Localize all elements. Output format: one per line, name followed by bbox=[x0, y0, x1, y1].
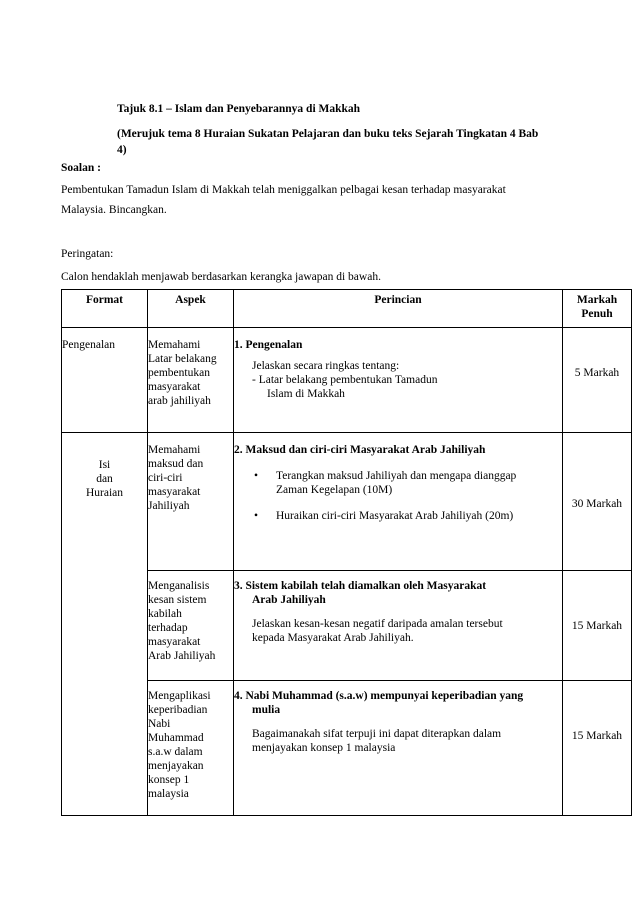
mark-cell: 5 Markah bbox=[563, 328, 632, 433]
header-format: Format bbox=[62, 290, 148, 328]
mark-cell: 15 Markah bbox=[563, 571, 632, 681]
aspek-cell: Menganalisis kesan sistem kabilah terhadap masyarakat Arab Jahiliyah bbox=[148, 571, 234, 681]
perincian-cell: 3. Sistem kabilah telah diamalkan oleh Masyarakat Arab Jahiliyah Jelaskan kesan-kesan negatif daripada amalan tersebut kepada Masyarakat Arab Jahiliyah. bbox=[234, 571, 563, 681]
aspek-cell: Memahami Latar belakang pembentukan masyarakat arab jahiliyah bbox=[148, 328, 234, 433]
section-heading: 1. Pengenalan bbox=[234, 339, 303, 351]
header-markah: Markah Penuh bbox=[563, 290, 632, 328]
format-cell: Isi dan Huraian bbox=[62, 433, 148, 816]
section-heading: 2. Maksud dan ciri-ciri Masyarakat Arab Jahiliyah bbox=[234, 444, 486, 456]
table-row bbox=[62, 433, 632, 571]
warning-label: Peringatan: bbox=[61, 248, 114, 260]
perincian-cell: 4. Nabi Muhammad (s.a.w) mempunyai keperibadian yang mulia Bagaimanakah sifat terpuji ini dapat diterapkan dalam menjayakan konsep 1 malaysia bbox=[234, 681, 563, 816]
table-row bbox=[62, 681, 632, 816]
question-label: Soalan : bbox=[61, 162, 101, 174]
aspek-cell: Mengaplikasi keperibadian Nabi Muhammad s.a.w dalam menjayakan konsep 1 malaysia bbox=[148, 681, 234, 816]
section-heading: 3. Sistem kabilah telah diamalkan oleh Masyarakat bbox=[234, 580, 487, 592]
table-row bbox=[62, 571, 632, 681]
warning-text: Calon hendaklah menjawab berdasarkan kerangka jawapan di bawah. bbox=[61, 271, 381, 283]
header-perincian: Perincian bbox=[234, 290, 563, 328]
section-heading: 4. Nabi Muhammad (s.a.w) mempunyai keperibadian yang bbox=[234, 690, 524, 702]
format-cell: Pengenalan bbox=[62, 328, 148, 433]
reference-line-1: (Merujuk tema 8 Huraian Sukatan Pelajaran dan buku teks Sejarah Tingkatan 4 Bab bbox=[117, 128, 539, 140]
table-row bbox=[62, 328, 632, 433]
reference-line-2: 4) bbox=[117, 144, 127, 156]
topic-title: Tajuk 8.1 – Islam dan Penyebarannya di Makkah bbox=[117, 103, 361, 115]
aspek-cell: Memahami maksud dan ciri-ciri masyarakat Jahiliyah bbox=[148, 433, 234, 571]
perincian-cell: 1. Pengenalan Jelaskan secara ringkas tentang: - Latar belakang pembentukan Tamadun Islam di Makkah bbox=[234, 328, 563, 433]
mark-cell: 15 Markah bbox=[563, 681, 632, 816]
table-header-row bbox=[62, 290, 632, 328]
mark-cell: 30 Markah bbox=[563, 433, 632, 571]
question-text-line-2: Malaysia. Bincangkan. bbox=[61, 204, 167, 216]
header-aspek: Aspek bbox=[148, 290, 234, 328]
question-text-line-1: Pembentukan Tamadun Islam di Makkah telah meniggalkan pelbagai kesan terhadap masyarakat bbox=[61, 184, 506, 196]
perincian-cell: 2. Maksud dan ciri-ciri Masyarakat Arab Jahiliyah • Terangkan maksud Jahiliyah dan mengapa dianggap Zaman Kegelapan (10M) • Huraikan ciri-ciri Masyarakat Arab Jahiliyah (20m) bbox=[234, 433, 563, 571]
answer-framework-table bbox=[61, 289, 632, 816]
